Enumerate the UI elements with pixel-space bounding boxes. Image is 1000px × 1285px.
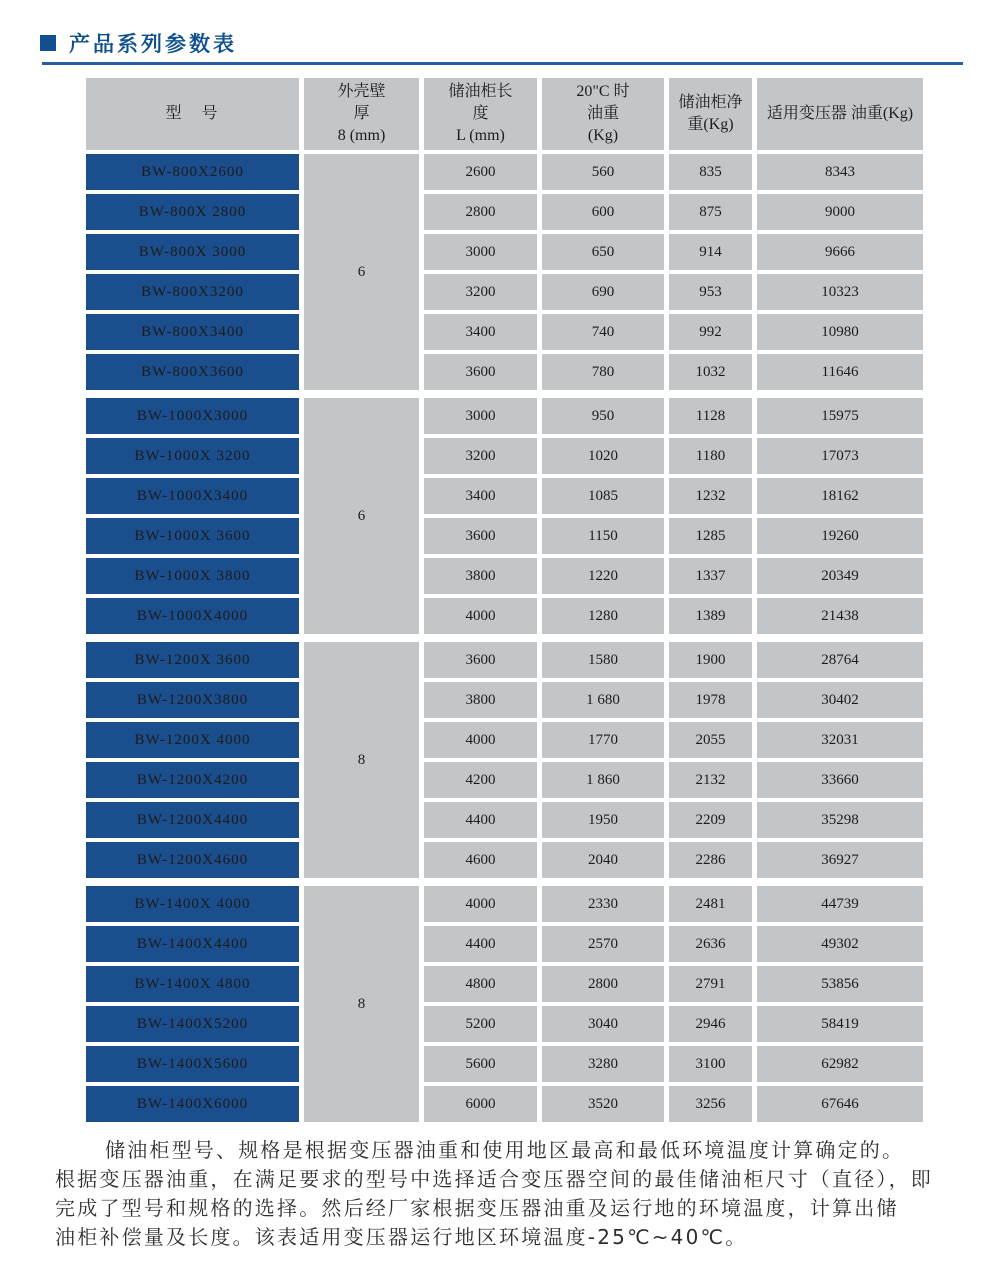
length-cell: 3800 <box>424 558 537 594</box>
model-cell: BW-1000X3400 <box>86 478 299 514</box>
net-weight-cell: 1032 <box>669 354 752 390</box>
net-weight-cell: 953 <box>669 274 752 310</box>
table-row <box>86 478 923 514</box>
transformer-oil-weight-cell: 30402 <box>757 682 923 718</box>
table-row <box>86 438 923 474</box>
model-cell: BW-1000X 3600 <box>86 518 299 554</box>
model-cell: BW-800X2600 <box>86 154 299 190</box>
header-line: 储油柜净 <box>678 94 743 111</box>
table-row <box>86 234 923 270</box>
model-cell: BW-1000X4000 <box>86 598 299 634</box>
oil-weight-cell: 1950 <box>542 802 664 838</box>
oil-weight-cell: 2800 <box>542 966 664 1002</box>
transformer-oil-weight-cell: 17073 <box>757 438 923 474</box>
column-header-net-weight <box>669 78 752 150</box>
transformer-oil-weight-cell: 19260 <box>757 518 923 554</box>
table-row <box>86 642 923 678</box>
transformer-oil-weight-cell: 58419 <box>757 1006 923 1042</box>
net-weight-cell: 2209 <box>669 802 752 838</box>
length-cell: 4400 <box>424 802 537 838</box>
model-cell: BW-1400X5200 <box>86 1006 299 1042</box>
title-bullet-icon <box>40 35 56 51</box>
table-body <box>86 154 923 1122</box>
column-header-length <box>424 78 537 150</box>
net-weight-cell: 1900 <box>669 642 752 678</box>
title-divider <box>42 62 963 65</box>
model-cell: BW-1400X5600 <box>86 1046 299 1082</box>
transformer-oil-weight-cell: 9000 <box>757 194 923 230</box>
oil-weight-cell: 950 <box>542 398 664 434</box>
net-weight-cell: 3100 <box>669 1046 752 1082</box>
length-cell: 4000 <box>424 598 537 634</box>
net-weight-cell: 1337 <box>669 558 752 594</box>
model-cell: BW-1000X 3200 <box>86 438 299 474</box>
net-weight-cell: 2946 <box>669 1006 752 1042</box>
net-weight-cell: 875 <box>669 194 752 230</box>
oil-weight-cell: 1280 <box>542 598 664 634</box>
column-header-model: 型 号 <box>86 78 299 150</box>
length-cell: 5200 <box>424 1006 537 1042</box>
header-line: 8 (mm) <box>337 127 386 144</box>
transformer-oil-weight-cell: 10323 <box>757 274 923 310</box>
transformer-oil-weight-cell: 20349 <box>757 558 923 594</box>
transformer-oil-weight-cell: 11646 <box>757 354 923 390</box>
length-cell: 5600 <box>424 1046 537 1082</box>
footnote-line: 根据变压器油重，在满足要求的型号中选择适合变压器空间的最佳储油柜尺寸（直径），即 <box>55 1167 933 1191</box>
table-row <box>86 886 923 922</box>
oil-weight-cell: 1150 <box>542 518 664 554</box>
model-cell: BW-1400X4400 <box>86 926 299 962</box>
table-header-row <box>86 78 923 150</box>
oil-weight-cell: 3040 <box>542 1006 664 1042</box>
column-header-oil-weight <box>542 78 664 150</box>
model-cell: BW-800X3200 <box>86 274 299 310</box>
oil-weight-cell: 1 860 <box>542 762 664 798</box>
length-cell: 3200 <box>424 438 537 474</box>
length-cell: 4000 <box>424 886 537 922</box>
table-row <box>86 722 923 758</box>
header-line: 外壳壁 <box>337 83 386 100</box>
oil-weight-cell: 3280 <box>542 1046 664 1082</box>
table-row <box>86 274 923 310</box>
header-line: L (mm) <box>456 127 505 144</box>
oil-weight-cell: 740 <box>542 314 664 350</box>
footnote-line: 完成了型号和规格的选择。然后经厂家根据变压器油重及运行地的环境温度，计算出储 <box>55 1196 899 1220</box>
oil-weight-cell: 1220 <box>542 558 664 594</box>
length-cell: 3800 <box>424 682 537 718</box>
thickness-cell: 8 <box>304 886 419 1122</box>
length-cell: 2600 <box>424 154 537 190</box>
table-row <box>86 1046 923 1082</box>
column-header-thickness <box>304 78 419 150</box>
page-title <box>40 28 237 58</box>
length-cell: 3600 <box>424 642 537 678</box>
table-row <box>86 682 923 718</box>
table-row <box>86 354 923 390</box>
net-weight-cell: 1389 <box>669 598 752 634</box>
table-row <box>86 518 923 554</box>
table-row <box>86 154 923 190</box>
model-cell: BW-1200X4400 <box>86 802 299 838</box>
net-weight-cell: 1978 <box>669 682 752 718</box>
model-cell: BW-1200X 3600 <box>86 642 299 678</box>
transformer-oil-weight-cell: 9666 <box>757 234 923 270</box>
length-cell: 4200 <box>424 762 537 798</box>
oil-weight-cell: 650 <box>542 234 664 270</box>
length-cell: 4600 <box>424 842 537 878</box>
length-cell: 3600 <box>424 354 537 390</box>
net-weight-cell: 1285 <box>669 518 752 554</box>
model-cell: BW-1200X 4000 <box>86 722 299 758</box>
header-line: 重(Kg) <box>687 116 734 133</box>
header-line: 油重 <box>586 105 619 122</box>
footnote-paragraph <box>55 1136 955 1252</box>
transformer-oil-weight-cell: 28764 <box>757 642 923 678</box>
length-cell: 3000 <box>424 234 537 270</box>
oil-weight-cell: 1020 <box>542 438 664 474</box>
length-cell: 3000 <box>424 398 537 434</box>
header-line: 20"C 时 <box>576 83 630 100</box>
table-row <box>86 842 923 878</box>
net-weight-cell: 3256 <box>669 1086 752 1122</box>
net-weight-cell: 914 <box>669 234 752 270</box>
oil-weight-cell: 600 <box>542 194 664 230</box>
oil-weight-cell: 690 <box>542 274 664 310</box>
oil-weight-cell: 1770 <box>542 722 664 758</box>
oil-weight-cell: 560 <box>542 154 664 190</box>
model-cell: BW-800X 2800 <box>86 194 299 230</box>
model-cell: BW-1400X 4000 <box>86 886 299 922</box>
table-row <box>86 314 923 350</box>
table-row <box>86 194 923 230</box>
net-weight-cell: 1232 <box>669 478 752 514</box>
table-row <box>86 966 923 1002</box>
transformer-oil-weight-cell: 15975 <box>757 398 923 434</box>
length-cell: 2800 <box>424 194 537 230</box>
oil-weight-cell: 1 680 <box>542 682 664 718</box>
model-cell: BW-1400X 4800 <box>86 966 299 1002</box>
thickness-cell: 8 <box>304 642 419 878</box>
parameters-table <box>81 74 928 1126</box>
net-weight-cell: 1180 <box>669 438 752 474</box>
oil-weight-cell: 780 <box>542 354 664 390</box>
table-row <box>86 926 923 962</box>
thickness-cell: 6 <box>304 154 419 390</box>
thickness-cell: 6 <box>304 398 419 634</box>
length-cell: 3600 <box>424 518 537 554</box>
table-row <box>86 802 923 838</box>
net-weight-cell: 2055 <box>669 722 752 758</box>
model-cell: BW-1200X4600 <box>86 842 299 878</box>
transformer-oil-weight-cell: 18162 <box>757 478 923 514</box>
model-cell: BW-800X 3000 <box>86 234 299 270</box>
oil-weight-cell: 2040 <box>542 842 664 878</box>
header-line: 厚 <box>353 105 370 122</box>
model-cell: BW-1000X3000 <box>86 398 299 434</box>
length-cell: 3200 <box>424 274 537 310</box>
net-weight-cell: 2636 <box>669 926 752 962</box>
header-line: (Kg) <box>587 127 619 144</box>
column-header-transformer-oil-weight: 适用变压器 油重(Kg) <box>757 78 923 150</box>
length-cell: 4000 <box>424 722 537 758</box>
transformer-oil-weight-cell: 49302 <box>757 926 923 962</box>
transformer-oil-weight-cell: 35298 <box>757 802 923 838</box>
transformer-oil-weight-cell: 8343 <box>757 154 923 190</box>
footnote-line: 油柜补偿量及长度。该表适用变压器运行地区环境温度-25℃~40℃。 <box>55 1225 748 1249</box>
net-weight-cell: 835 <box>669 154 752 190</box>
transformer-oil-weight-cell: 44739 <box>757 886 923 922</box>
net-weight-cell: 992 <box>669 314 752 350</box>
length-cell: 3400 <box>424 478 537 514</box>
model-cell: BW-1400X6000 <box>86 1086 299 1122</box>
table-row <box>86 1086 923 1122</box>
table-row <box>86 1006 923 1042</box>
page-title-text: 产品系列参数表 <box>69 32 237 56</box>
model-cell: BW-1200X3800 <box>86 682 299 718</box>
table-row <box>86 398 923 434</box>
length-cell: 3400 <box>424 314 537 350</box>
oil-weight-cell: 2570 <box>542 926 664 962</box>
oil-weight-cell: 3520 <box>542 1086 664 1122</box>
net-weight-cell: 2132 <box>669 762 752 798</box>
transformer-oil-weight-cell: 67646 <box>757 1086 923 1122</box>
transformer-oil-weight-cell: 33660 <box>757 762 923 798</box>
header-line: 度 <box>472 105 489 122</box>
model-cell: BW-800X3600 <box>86 354 299 390</box>
model-cell: BW-1000X 3800 <box>86 558 299 594</box>
transformer-oil-weight-cell: 21438 <box>757 598 923 634</box>
header-line: 储油柜长 <box>448 83 513 100</box>
transformer-oil-weight-cell: 62982 <box>757 1046 923 1082</box>
model-cell: BW-800X3400 <box>86 314 299 350</box>
transformer-oil-weight-cell: 10980 <box>757 314 923 350</box>
net-weight-cell: 2481 <box>669 886 752 922</box>
model-cell: BW-1200X4200 <box>86 762 299 798</box>
table-row <box>86 762 923 798</box>
length-cell: 6000 <box>424 1086 537 1122</box>
net-weight-cell: 2791 <box>669 966 752 1002</box>
oil-weight-cell: 1085 <box>542 478 664 514</box>
transformer-oil-weight-cell: 36927 <box>757 842 923 878</box>
table-row <box>86 558 923 594</box>
table-row <box>86 598 923 634</box>
transformer-oil-weight-cell: 53856 <box>757 966 923 1002</box>
oil-weight-cell: 2330 <box>542 886 664 922</box>
net-weight-cell: 2286 <box>669 842 752 878</box>
oil-weight-cell: 1580 <box>542 642 664 678</box>
length-cell: 4800 <box>424 966 537 1002</box>
footnote-line: 储油柜型号、规格是根据变压器油重和使用地区最高和最低环境温度计算确定的。 <box>105 1138 905 1162</box>
net-weight-cell: 1128 <box>669 398 752 434</box>
length-cell: 4400 <box>424 926 537 962</box>
transformer-oil-weight-cell: 32031 <box>757 722 923 758</box>
